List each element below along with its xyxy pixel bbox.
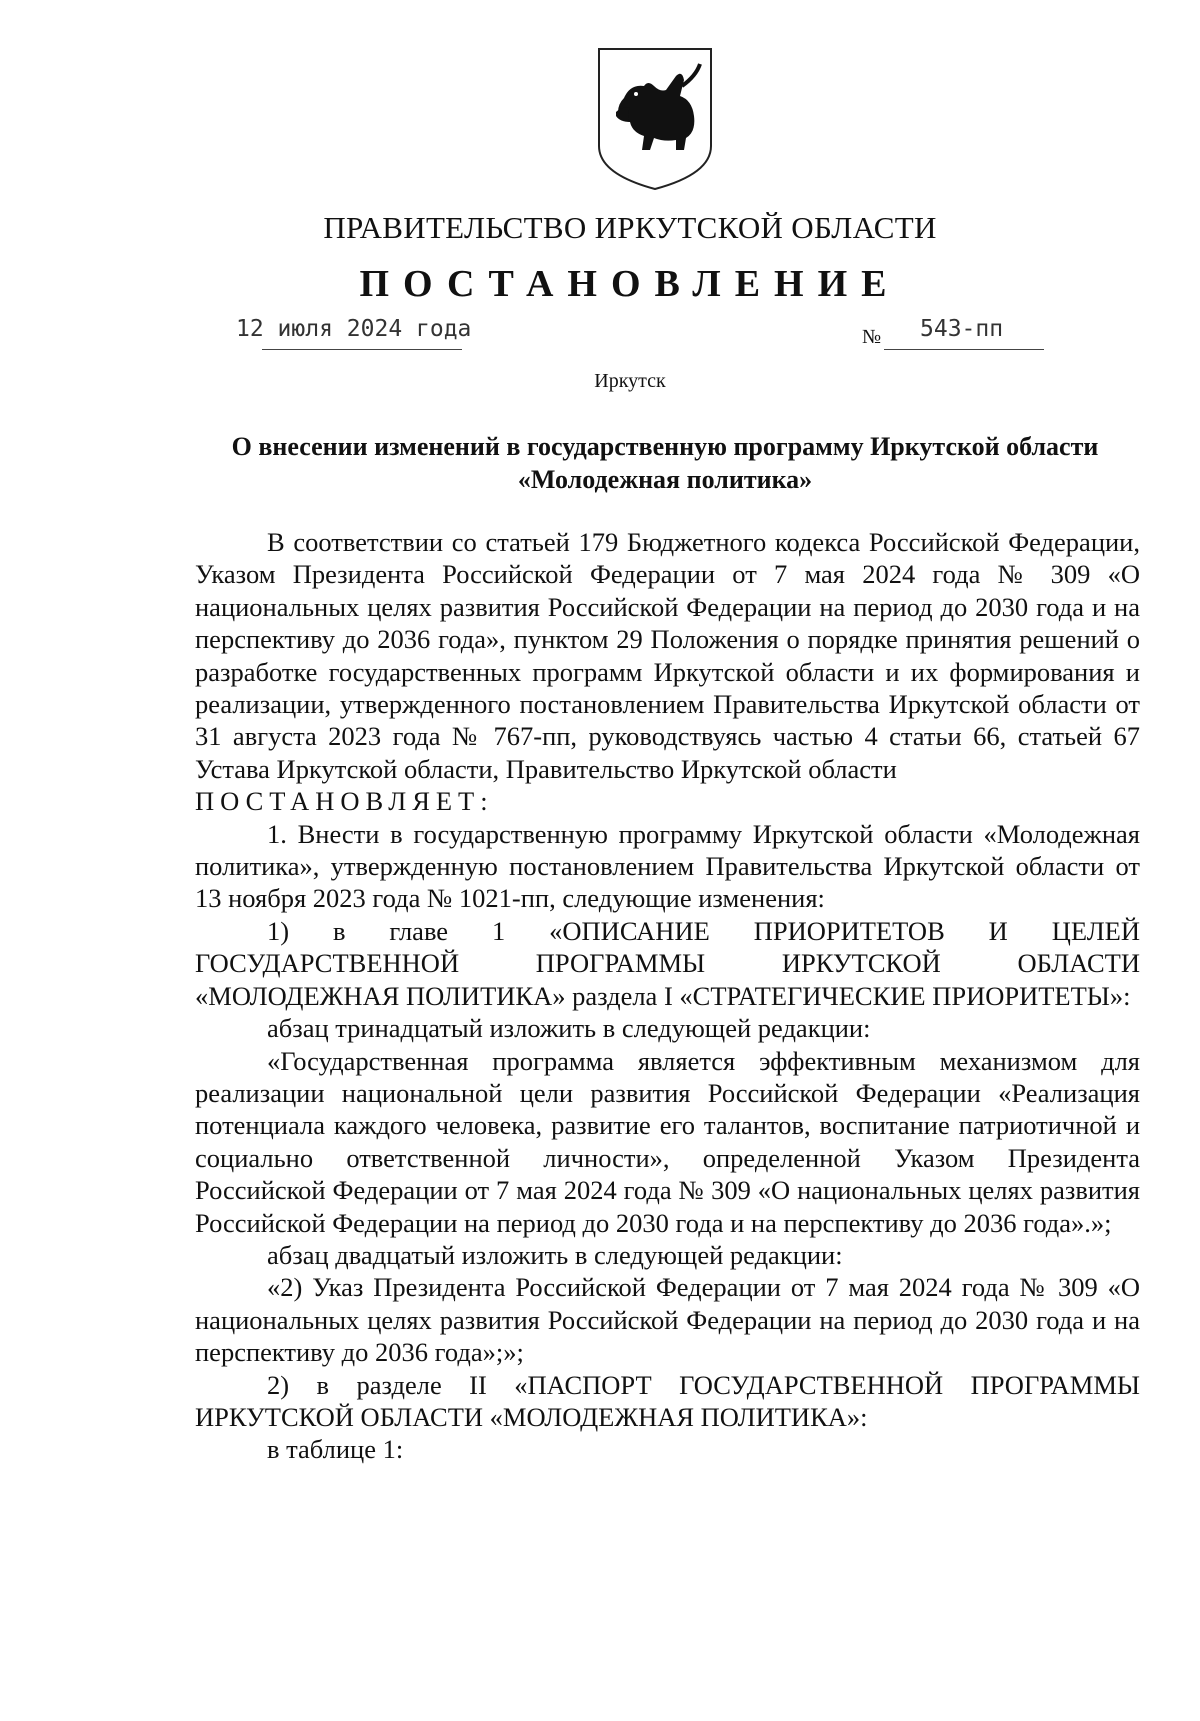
document-subject — [190, 430, 1140, 496]
paragraph-subitem-1: 1) в главе 1 «ОПИСАНИЕ ПРИОРИТЕТОВ И ЦЕЛЕЙ ГОСУДАРСТВЕННОЙ ПРОГРАММЫ ИРКУТСКОЙ ОБЛАСТИ «МОЛОДЕЖНАЯ ПОЛИТИКА» раздела I «СТРАТЕГИЧЕСКИЕ ПРИОРИТЕТЫ»: — [195, 915, 1140, 1011]
paragraph-instruction-20: абзац двадцатый изложить в следующей редакции: — [267, 1239, 843, 1270]
paragraph-instruction-13: абзац тринадцатый изложить в следующей редакции: — [267, 1013, 871, 1044]
paragraph-new-text-20: «2) Указ Президента Российской Федерации от 7 мая 2024 года № 309 «О национальных целях развития Российской Федерации на период до 2030 года и на перспективу до 2036 года»;»; — [195, 1272, 1140, 1368]
number-sign: № — [862, 326, 882, 348]
document-number: 543-пп — [920, 316, 1004, 342]
subject-line-1: О внесении изменений в государственную программу Иркутской области — [231, 432, 1099, 461]
number-underline — [884, 349, 1044, 350]
subject-line-2: «Молодежная политика» — [517, 465, 813, 494]
paragraph-subitem-2: 2) в разделе II «ПАСПОРТ ГОСУДАРСТВЕННОЙ ПРОГРАММЫ ИРКУТСКОЙ ОБЛАСТИ «МОЛОДЕЖНАЯ ПОЛИТИКА»: — [195, 1369, 1140, 1432]
paragraph-table-1: в таблице 1: — [267, 1434, 404, 1465]
paragraph-preamble: В соответствии со статьей 179 Бюджетного кодекса Российской Федерации, Указом Президента Российской Федерации от 7 мая 2024 года № 309 «О национальных целях развития Российской Федерации на период до 2030 года и на перспективу до 2036 года», пунктом 29 Положения о порядке принятия решений о разработке государственных программ Иркутской области и их формирования и реализации, утвержденного постановлением Правительства Иркутской области от 31 августа 2023 года № 767-пп, руководствуясь частью 4 статьи 66, статьей 67 Устава Иркутской области, Правительство Иркутской области — [195, 527, 1140, 784]
date-underline — [262, 349, 462, 350]
paragraph-new-text-13: «Государственная программа является эффективным механизмом для реализации национальной цели развития Российской Федерации «Реализация потенциала каждого человека, развитие его талантов, воспитание патриотичной и социально ответственной личности», определенной Указом Президента Российской Федерации от 7 мая 2024 года № 309 «О национальных целях развития Российской Федерации на период до 2030 года и на перспективу до 2036 года».»; — [195, 1045, 1140, 1238]
city-name: Иркутск — [594, 370, 666, 392]
paragraph-item-1: 1. Внести в государственную программу Иркутской области «Молодежная политика», утвержденную постановлением Правительства Иркутской области от 13 ноября 2023 года № 1021-пп, следующие изменения: — [195, 818, 1140, 914]
document-type-title: ПОСТАНОВЛЕНИЕ — [359, 263, 901, 305]
document-body — [195, 526, 1140, 1466]
decree-word: ПОСТАНОВЛЯЕТ: — [195, 786, 494, 817]
government-name: ПРАВИТЕЛЬСТВО ИРКУТСКОЙ ОБЛАСТИ — [323, 210, 937, 245]
coat-of-arms-emblem — [596, 46, 714, 192]
document-date: 12 июля 2024 года — [236, 316, 472, 342]
